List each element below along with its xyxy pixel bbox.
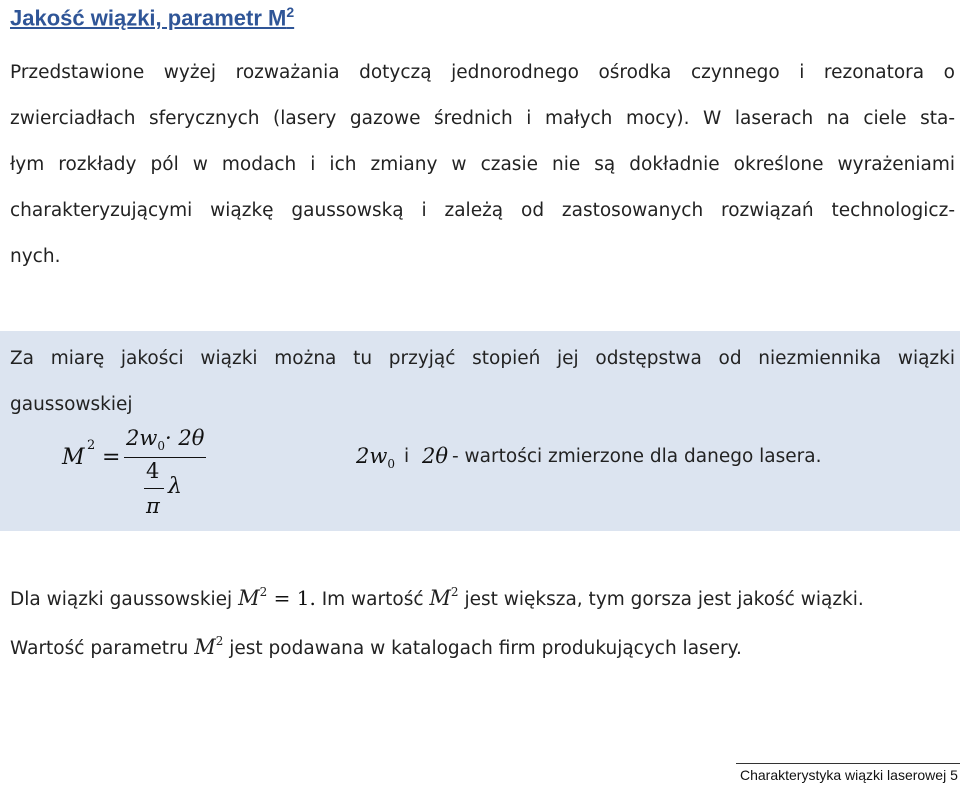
page-footer: Charakterystyka wiązki laserowej 5 — [740, 767, 958, 783]
gaussian-m-2 — [429, 586, 458, 610]
intro-line-4: charakteryzującymi wiązkę gaussowską i zależą od zastosowanych rozwiązań technologicz- — [10, 200, 955, 221]
title-superscript: 2 — [286, 4, 295, 20]
highlight-line-1: Za miarę jakości wiązki można tu przyjąć stopień jej odstępstwa od niezmiennika wiązki — [10, 348, 955, 369]
formula-equals: = — [102, 445, 121, 470]
formula-numerator-theta: · 2θ — [164, 426, 205, 450]
gaussian-m2-letter: M — [429, 586, 451, 610]
gaussian-text-b: Im wartość — [315, 589, 424, 610]
formula-m: M — [62, 445, 85, 470]
measured-values-description: - wartości zmierzone dla danego lasera. — [452, 446, 822, 467]
gaussian-equals-one: = 1. — [267, 586, 316, 610]
formula-m-exponent: 2 — [87, 438, 96, 453]
gaussian-m — [238, 586, 267, 610]
catalog-text-b: jest podawana w katalogach firm produkujących lasery. — [229, 638, 742, 659]
gaussian-m2-exp: 2 — [450, 585, 459, 599]
formula-fraction-bar — [124, 457, 206, 458]
gaussian-text-c: jest większa, tym gorsza jest jakość wiązki. — [464, 589, 864, 610]
highlight-line-2: gaussowskiej — [10, 394, 133, 415]
highlight-text — [10, 336, 955, 428]
gaussian-m-exp: 2 — [259, 585, 268, 599]
w0-label: 2w — [356, 444, 388, 468]
intro-line-1: Przedstawione wyżej rozważania dotyczą jednorodnego ośrodka czynnego i rezonatora o — [10, 62, 955, 83]
w0-subscript: 0 — [387, 457, 395, 472]
intro-paragraph — [10, 50, 955, 280]
formula-numerator — [126, 426, 204, 453]
formula-numerator-sub: 0 — [157, 439, 165, 454]
catalog-statement — [10, 634, 742, 659]
gaussian-text-a: Dla wiązki gaussowskiej — [10, 589, 233, 610]
formula-denominator-four: 4 — [146, 459, 160, 483]
catalog-text-a: Wartość parametru — [10, 638, 189, 659]
formula-lambda: λ — [168, 474, 182, 499]
conjunction-i: i — [404, 446, 410, 467]
theta-symbol: 2θ — [422, 444, 449, 468]
formula-numerator-w: 2w — [126, 426, 158, 450]
title-text: Jakość wiązki, parametr M — [10, 5, 287, 31]
catalog-m-exp: 2 — [215, 634, 224, 648]
catalog-m — [194, 635, 223, 659]
page-title — [10, 4, 294, 31]
formula-small-fraction-bar — [144, 488, 164, 489]
footer-rule — [736, 763, 960, 764]
formula-pi: π — [146, 494, 160, 518]
catalog-m-letter: M — [194, 635, 216, 659]
gaussian-m-letter: M — [238, 586, 260, 610]
intro-line-2: zwierciadłach sferycznych (lasery gazowe średnich i małych mocy). W laserach na ciele sta- — [10, 108, 955, 129]
intro-line-3: łym rozkłady pól w modach i ich zmiany w czasie nie są dokładnie określone wyrażeniami — [10, 154, 955, 175]
gaussian-statement — [10, 585, 864, 610]
w0-symbol — [356, 444, 395, 471]
intro-line-5: nych. — [10, 246, 61, 267]
